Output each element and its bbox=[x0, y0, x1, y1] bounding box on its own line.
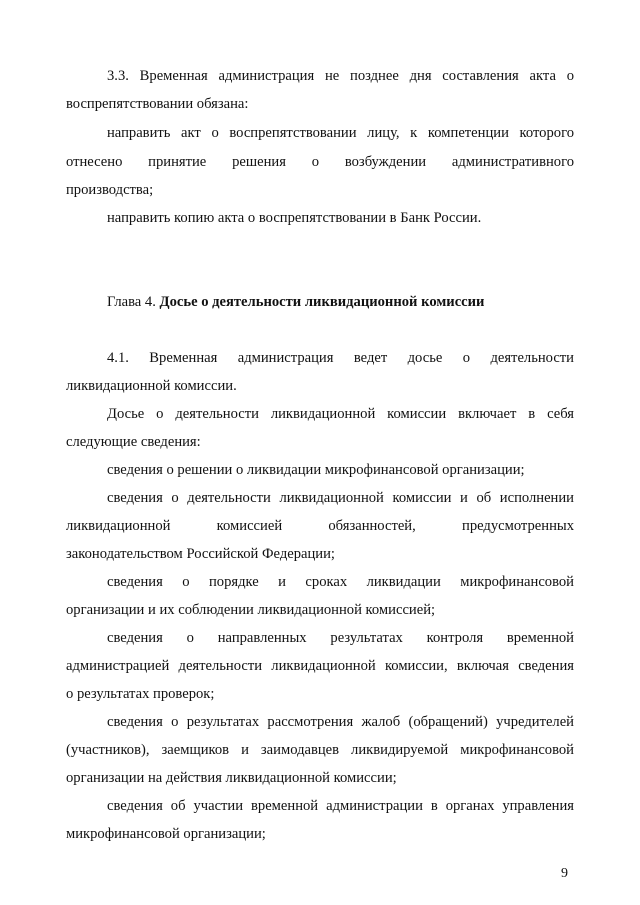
item-participation-line-2: микрофинансовой организации; bbox=[66, 826, 266, 842]
item-complaints-line-3: организации на действия ликвидационной комиссии; bbox=[66, 770, 397, 786]
paragraph-4-1-line-1: 4.1. Временная администрация ведет досье о деятельности bbox=[107, 350, 574, 366]
chapter-heading bbox=[107, 293, 574, 311]
item-complaints-line-1: сведения о результатах рассмотрения жалоб (обращений) учредителей bbox=[107, 714, 574, 730]
item-control-results-line-2: администрацией деятельности ликвидационной комиссии, включая сведения bbox=[66, 658, 574, 674]
bullet-send-copy-line-1: направить копию акта о воспрепятствовании в Банк России. bbox=[107, 210, 482, 226]
paragraph-4-1-line-2: ликвидационной комиссии. bbox=[66, 378, 237, 394]
dossier-intro-line-1: Досье о деятельности ликвидационной комиссии включает в себя bbox=[107, 406, 574, 422]
dossier-intro-line-2: следующие сведения: bbox=[66, 434, 201, 450]
paragraph-3-3-line-2: воспрепятствовании обязана: bbox=[66, 96, 249, 112]
item-liquidation-decision: сведения о решении о ликвидации микрофинансовой организации; bbox=[107, 462, 525, 478]
item-participation-line-1: сведения об участии временной администрации в органах управления bbox=[107, 798, 574, 814]
item-commission-activity-line-1: сведения о деятельности ликвидационной комиссии и об исполнении bbox=[107, 490, 574, 506]
item-order-terms-line-2: организации и их соблюдении ликвидационной комиссией; bbox=[66, 602, 436, 618]
item-order-terms-line-1: сведения о порядке и сроках ликвидации микрофинансовой bbox=[107, 574, 574, 590]
item-commission-activity-line-2: ликвидационной комиссией обязанностей, предусмотренных bbox=[66, 518, 574, 534]
bullet-send-act-line-1: направить акт о воспрепятствовании лицу, к компетенции которого bbox=[107, 125, 574, 141]
bullet-send-act-line-3: производства; bbox=[66, 182, 154, 198]
chapter-prefix: Глава 4. bbox=[107, 294, 156, 310]
item-control-results-line-1: сведения о направленных результатах контроля временной bbox=[107, 630, 574, 646]
item-complaints-line-2: (участников), заемщиков и заимодавцев ликвидируемой микрофинансовой bbox=[66, 742, 574, 758]
bullet-send-act-line-2: отнесено принятие решения о возбуждении административного bbox=[66, 154, 574, 170]
chapter-title: Досье о деятельности ликвидационной комиссии bbox=[159, 294, 485, 310]
page-number: 9 bbox=[561, 866, 568, 881]
item-control-results-line-3: о результатах проверок; bbox=[66, 686, 215, 702]
paragraph-3-3-line-1: 3.3. Временная администрация не позднее дня составления акта о bbox=[107, 68, 574, 84]
item-commission-activity-line-3: законодательством Российской Федерации; bbox=[66, 546, 335, 562]
